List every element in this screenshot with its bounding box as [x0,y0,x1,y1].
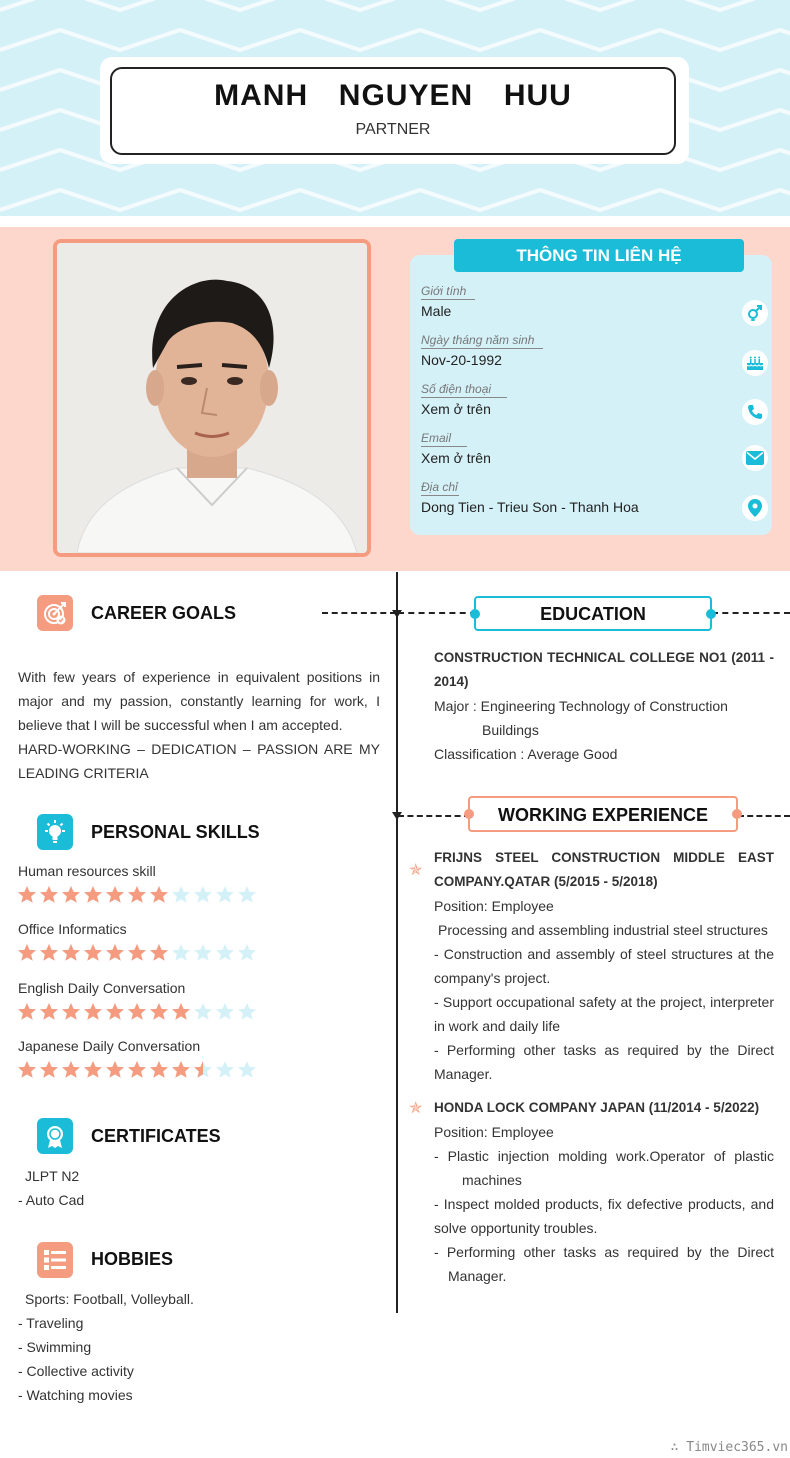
birthday-cake-icon [742,350,768,376]
star-icon [127,1060,147,1079]
job-position: Position: Employee [434,1124,554,1140]
timeline-dash [712,612,790,614]
phone-icon [742,399,768,425]
hobby-item: - Collective activity [18,1363,134,1379]
career-goals-title: CAREER GOALS [91,603,237,623]
timeline-line [396,572,398,1313]
star-icon [17,885,37,904]
star-icon [237,1002,257,1021]
hobby-item: - Swimming [18,1339,92,1355]
lightbulb-icon [37,814,73,850]
star-icon [39,885,59,904]
education-school: CONSTRUCTION TECHNICAL COLLEGE NO1 (2011 - 2014) [434,650,774,689]
career-goals-paragraph: With few years of experience in equivalent positions in major and my passion, constantly learning for work, I believe that I will be successful when I am accepted. [18,669,380,733]
education-major: Major : Engineering Technology of Construction [434,698,728,714]
star-icon [127,943,147,962]
star-icon [39,1060,59,1079]
star-icon [83,1002,103,1021]
star-icon [39,943,59,962]
contact-gender [421,282,761,319]
target-icon [37,595,73,631]
star-icon [171,1002,191,1021]
timeline-dot [470,609,480,619]
star-icon [149,885,169,904]
contact-value: Dong Tien - Trieu Son - Thanh Hoa [421,499,639,515]
timeline-dot [706,609,716,619]
star-icon [61,1060,81,1079]
job-company-cont: COMPANY.QATAR (5/2015 - 5/2018) [434,874,658,889]
certificates-title: CERTIFICATES [91,1126,221,1146]
education-title: EDUCATION [540,604,646,624]
job-duty-cont: in work and daily life [434,1018,561,1034]
watermark: ∴ Timviec365.vn [670,1440,788,1455]
job-title: PARTNER [355,121,431,138]
star-icon [193,885,213,904]
header-banner [0,0,790,216]
star-icon [171,1060,191,1079]
star-bullet-icon: ✯ [409,862,423,879]
star-bullet-icon: ✯ [409,1100,423,1117]
timeline-dash [398,612,476,614]
star-icon [171,885,191,904]
location-pin-icon [742,495,768,521]
skill-rating [17,1060,257,1079]
hobby-item: - Watching movies [18,1387,133,1403]
star-icon [127,885,147,904]
star-icon [149,1002,169,1021]
job-duty: - Performing other tasks as required by the Direct [434,1042,774,1058]
timeline-arrow [392,610,402,618]
job-company: HONDA LOCK COMPANY JAPAN (11/2014 - 5/2022) [434,1100,760,1115]
contact-address [421,478,761,515]
contact-value: Xem ở trên [421,450,491,466]
job-duty-cont: company's project. [434,970,551,986]
hobby-item: - Traveling [18,1315,84,1331]
timeline-dot [464,809,474,819]
star-icon [39,1002,59,1021]
job-duty: - Construction and assembly of steel structures at the [434,946,774,962]
skill-rating [17,1002,257,1021]
star-icon [193,1060,213,1079]
gender-icon [742,300,768,326]
full-name: MANH NGUYEN HUU [214,79,572,112]
star-icon [61,885,81,904]
name-card [100,57,689,164]
star-icon [61,1002,81,1021]
job-duty-cont: Manager. [434,1066,493,1082]
contact-label: Địa chỉ [421,480,458,494]
star-icon [83,1060,103,1079]
star-icon [237,885,257,904]
skill-rating [17,943,257,962]
star-icon [171,943,191,962]
contact-phone [421,380,761,417]
star-icon [61,943,81,962]
certificate-item: JLPT N2 [25,1168,80,1184]
job-duty-cont: solve opportunity troubles. [434,1220,598,1236]
job-duty: Processing and assembling industrial steel structures [438,922,768,938]
skill-rating [17,885,257,904]
star-icon [83,885,103,904]
timeline-dash [738,815,790,817]
star-icon [17,1002,37,1021]
contact-value: Nov-20-1992 [421,352,502,368]
star-icon [215,1002,235,1021]
job-position: Position: Employee [434,898,554,914]
personal-skills-title: PERSONAL SKILLS [91,822,260,842]
star-icon [237,943,257,962]
star-icon [17,943,37,962]
skill-name: Office Informatics [18,921,127,937]
timeline-dash [322,612,396,614]
hobbies-list [18,1287,194,1407]
job-duty: - Support occupational safety at the project, interpreter [434,994,774,1010]
star-icon [215,885,235,904]
contact-label: Giới tính [421,284,475,300]
skill-name: Japanese Daily Conversation [18,1038,201,1054]
star-icon [215,1060,235,1079]
timeline-arrow [392,812,402,820]
career-goals-criteria: HARD-WORKING – DEDICATION – PASSION ARE MY LEADING CRITERIA [18,741,380,781]
certificate-badge-icon [37,1118,73,1154]
skill-name: Human resources skill [18,863,156,879]
star-icon [127,1002,147,1021]
star-icon [215,943,235,962]
hobbies-title: HOBBIES [91,1249,174,1269]
star-icon [237,1060,257,1079]
timeline-dot [732,809,742,819]
star-icon [83,943,103,962]
contact-birthdate [421,331,761,368]
contact-value: Male [421,303,452,319]
contact-label: Ngày tháng năm sinh [421,333,543,349]
education-heading [474,596,712,631]
experience-heading [468,796,738,832]
star-icon [193,1002,213,1021]
job-company: FRIJNS STEEL CONSTRUCTION MIDDLE EAST [434,850,774,865]
star-icon [17,1060,37,1079]
contact-email [421,429,761,466]
star-icon [105,943,125,962]
star-icon [105,1002,125,1021]
list-icon [37,1242,73,1278]
star-icon [105,885,125,904]
job-duty: - Inspect molded products, fix defective products, and [434,1196,774,1212]
skill-name: English Daily Conversation [18,980,186,996]
timeline-dash [398,815,470,817]
job-duty: - Performing other tasks as required by the Direct [434,1244,774,1260]
career-goals-text [18,665,380,785]
star-icon [149,943,169,962]
education-classification: Classification : Average Good [434,746,618,762]
star-icon [149,1060,169,1079]
contact-label: Email [421,431,467,447]
name-frame [110,67,676,155]
contact-box [410,255,772,535]
education-major-cont: Buildings [482,722,539,738]
job-duty-cont: machines [462,1172,522,1188]
job-duty-cont: Manager. [448,1268,507,1284]
star-icon [105,1060,125,1079]
contact-heading: THÔNG TIN LIÊN HỆ [454,239,744,272]
hobby-item: Sports: Football, Volleyball. [25,1291,194,1307]
contact-label: Số điện thoại [421,382,507,398]
certificates-list [18,1164,84,1212]
star-icon [193,943,213,962]
contact-value: Xem ở trên [421,401,491,417]
profile-photo [53,239,371,557]
certificate-item: - Auto Cad [18,1192,85,1208]
job-duty: - Plastic injection molding work.Operator of plastic [434,1148,774,1164]
envelope-icon [742,445,768,471]
experience-title: WORKING EXPERIENCE [497,805,709,825]
